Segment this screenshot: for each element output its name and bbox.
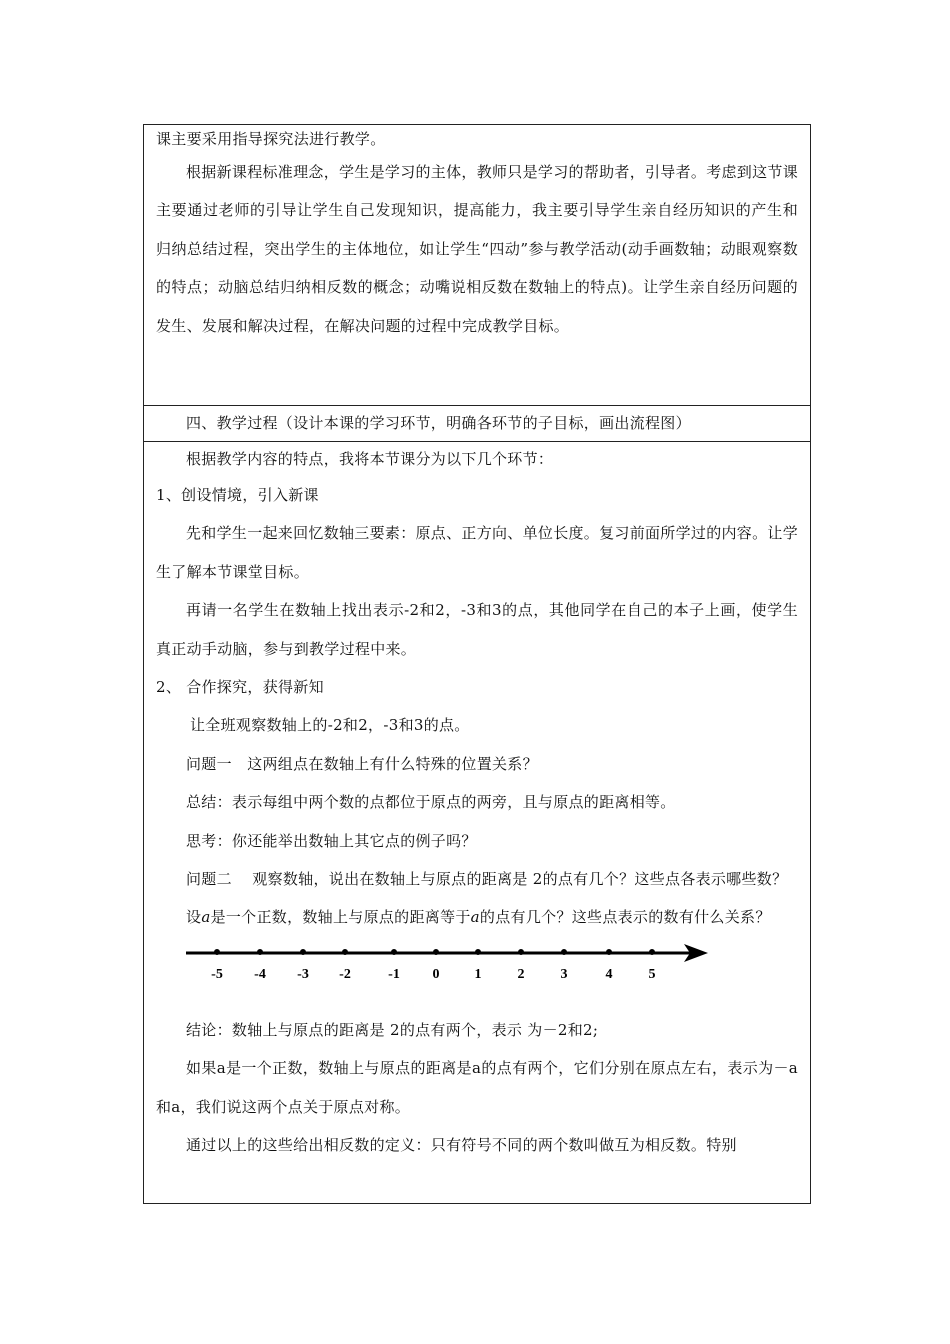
tick-label: -3 [297,966,309,982]
section-heading-cell [144,406,811,442]
question-1: 问题一 这两组点在数轴上有什么特殊的位置关系？ [186,754,538,773]
q3-var-a-1: a [201,908,211,927]
section-2-title: 2、 合作探究，获得新知 [156,678,324,697]
process-intro: 根据教学内容的特点，我将本节课分为以下几个环节： [186,450,554,468]
question-3 [156,898,798,936]
tick-label: -1 [388,966,400,982]
tick-label: 3 [560,966,568,982]
tick-point [475,949,481,955]
question-2: 问题二 观察数轴，说出在数轴上与原点的距离是 2的点有几个？这些点各表示哪些数？ [186,870,788,889]
q3-var-a-2: a [470,908,480,927]
method-paragraph: 根据新课程标准理念，学生是学习的主体，教师只是学习的帮助者，引导者。考虑到这节课主要通过老师的引导让学生自己发现知识，提高能力，我主要引导学生亲自经历知识的产生和归纳总结过程，突出学生的主体地位，如让学生“四动”参与教学活动(动手画数轴；动眼观察数的特点；动脑总结归纳相反数的概念；动嘴说相反数在数轴上的特点)。让学生亲自经历问题的发生、发展和解决过程，在解决问题的过程中完成教学目标。 [156,163,799,335]
section-1-paragraph-2: 再请一名学生在数轴上找出表示-2和2，-3和3的点，其他同学在自己的本子上画，使学生真正动手动脑，参与到教学过程中来。 [156,601,798,658]
tick-label: 5 [648,966,656,982]
q3-mid: 是一个正数，数轴上与原点的距离等于 [210,908,471,927]
definition: 通过以上的这些给出相反数的定义：只有符号不同的两个数叫做互为相反数。特别 [186,1136,737,1155]
tick-point [649,949,655,955]
tick-point [300,949,306,955]
q3-post: 的点有几个？这些点表示的数有什么关系？ [479,908,771,927]
tick-point [214,949,220,955]
tick-label: 4 [605,966,613,982]
if-a-positive: 如果a是一个正数，数轴上与原点的距离是a的点有两个，它们分别在原点左右，表示为－a和a，我们说这两个点关于原点对称。 [156,1059,798,1116]
teaching-method-cell [144,125,811,406]
tick-point [606,949,612,955]
tick-label: 1 [474,966,482,982]
tick-point [391,949,397,955]
tick-label: -5 [211,966,223,982]
method-continuation: 课主要采用指导探究法进行教学。 [156,130,386,148]
q3-pre: 设 [186,908,202,927]
tick-point [518,949,524,955]
section-heading: 四、教学过程（设计本课的学习环节，明确各环节的子目标，画出流程图） [186,414,691,432]
tick-label: -2 [339,966,351,982]
number-line-figure [156,939,798,1007]
summary: 总结：表示每组中两个数的点都位于原点的两旁，且与原点的距离相等。 [186,793,676,812]
section-2-paragraph-1: 让全班观察数轴上的-2和2，-3和3的点。 [190,716,470,735]
tick-label: 2 [517,966,525,982]
section-1-paragraph-1: 先和学生一起来回忆数轴三要素：原点、正方向、单位长度。复习前面所学过的内容。让学生了解本节课堂目标。 [156,524,799,581]
think: 思考：你还能举出数轴上其它点的例子吗？ [186,831,477,850]
number-line-svg [186,943,716,1003]
tick-point [257,949,263,955]
lesson-plan-table [143,124,811,1204]
section-1-title: 1、创设情境，引入新课 [156,486,319,504]
tick-point [342,949,348,955]
tick-label: 0 [432,966,440,982]
tick-point [561,949,567,955]
teaching-process-cell [144,442,811,1204]
tick-label: -4 [254,966,266,982]
tick-point [433,949,439,955]
conclusion: 结论：数轴上与原点的距离是 2的点有两个，表示 为－2和2; [186,1020,599,1039]
